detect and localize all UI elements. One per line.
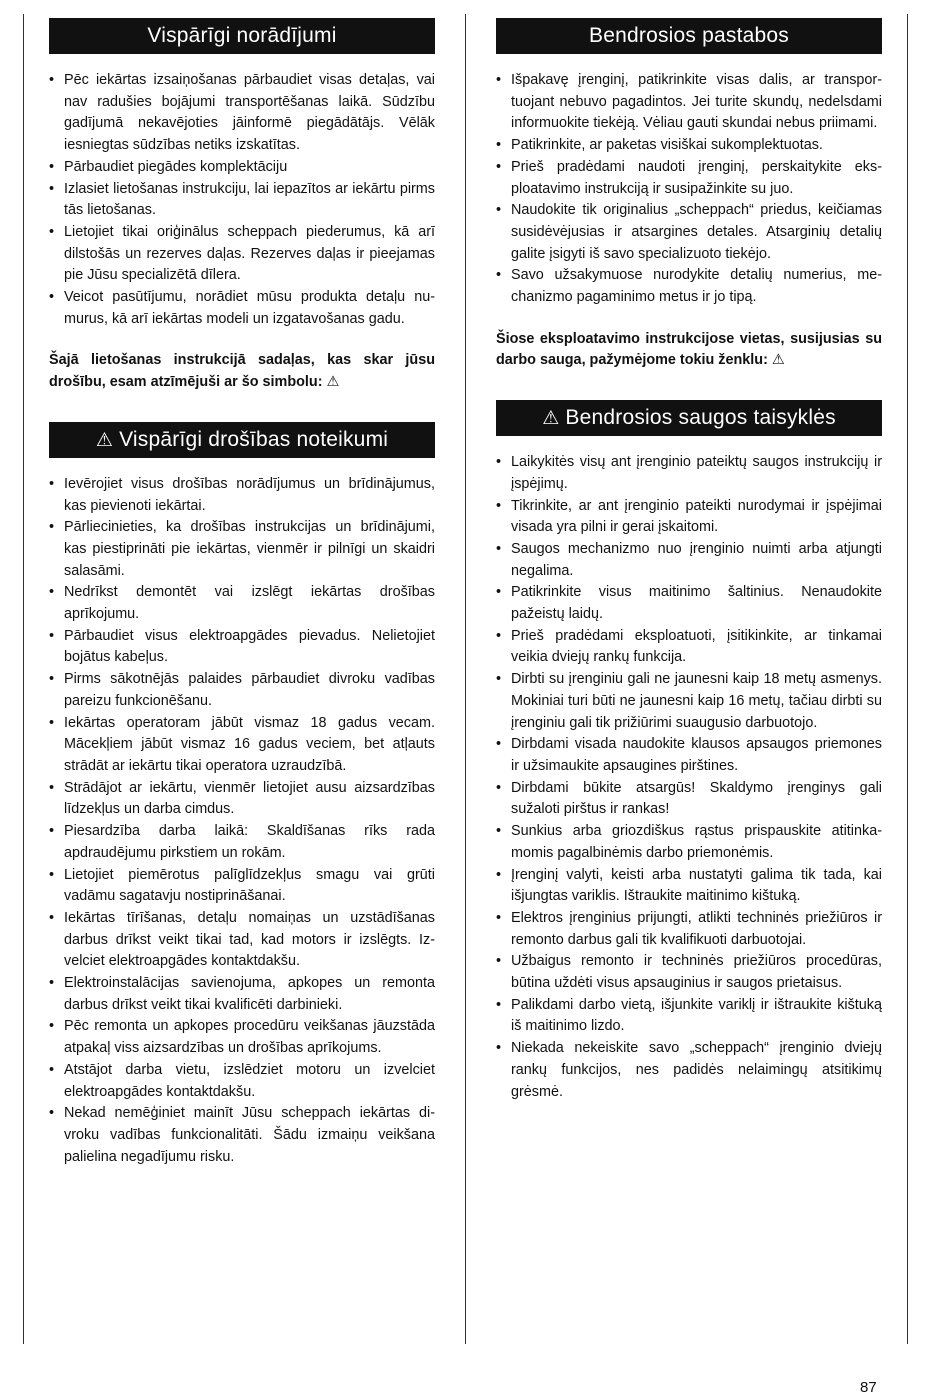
list-item: • Patikrinkite, ar paketas visiškai sukomplektuotas. [496, 135, 882, 157]
list-item: • Dirbti su įrenginiu gali ne jaunesni kaip 18 metų asmenys. Mokiniai turi būti ne jaunesni kaip 16 metų, tačiau dirbti su įrenginiu gali tik prižiūrimi suaugusio darbuotojo. [496, 669, 882, 734]
list-item: • Pārliecinieties, ka drošības instrukcijas un brīdinājumi, kas piestiprināti pie iekārtas, vienmēr ir pilnīgi un skaidri salasāmi. [49, 517, 435, 582]
general-notes-heading-text: Bendrosios pastabos [589, 24, 789, 47]
list-item: • Išpakavę įrenginį, patikrinkite visas dalis, ar transportuojant nebuvo pagadintos. Jei turite skundų, nedelsdami informuokite tiekėją. Vėliau gauti skundai nebus priimami. [496, 70, 882, 135]
list-item: • Strādājot ar iekārtu, vienmēr lietojiet ausu aizsardzības līdzekļus un darba cimdus. [49, 778, 435, 821]
list-item: • Pārbaudiet visus elektroapgādes pievadus. Nelietojiet bojātus kabeļus. [49, 626, 435, 669]
list-item: • Palikdami darbo vietą, išjunkite variklį ir ištraukite kištuką iš maitinimo lizdo. [496, 995, 882, 1038]
list-item: • Užbaigus remonto ir techninės priežiūros procedūras, būtina uždėti visus apsauginius ir saugos prietaisus. [496, 951, 882, 994]
list-item: • Laikykitės visų ant įrenginio pateiktų saugos instrukcijų ir įspėjimų. [496, 452, 882, 495]
general-safety-rules-list [496, 452, 882, 1103]
list-item: • Dirbdami būkite atsargūs! Skaldymo įrenginys gali sužaloti pirštus ir rankas! [496, 778, 882, 821]
list-item: • Savo užsakymuose nurodykite detalių numerius, mechanizmo pagaminimo metus ir jo tipą. [496, 265, 882, 308]
warning-triangle-icon: ⚠ [326, 374, 340, 391]
warning-triangle-icon: ⚠ [95, 429, 114, 451]
list-item: • Pārbaudiet piegādes komplektāciju [49, 157, 435, 179]
list-item: • Pēc iekārtas izsaiņošanas pārbaudiet visas detaļas, vai nav radušies bojājumi transportēšanas laikā. Sūdzību gadījumā nekavējoties jāinformē piegādātājs. Vēlāk iesniegtas sūdzības netiks izskatītas. [49, 70, 435, 157]
list-item: • Elektroinstalācijas savienojuma, apkopes un remonta darbus drīkst veikt tikai kvalificēti darbinieki. [49, 973, 435, 1016]
safety-symbol-note-text: Šiose eksploatavimo instrukcijose vietas, susijusias su darbo sauga, pažymėjome tokiu ženklu: [496, 330, 882, 369]
list-item: • Pēc remonta un apkopes procedūru veikšanas jāuzstāda atpakaļ viss aizsardzības un drošības aprīkojums. [49, 1016, 435, 1059]
lithuanian-column [496, 18, 882, 1103]
list-item: • Pirms sākotnējās palaides pārbaudiet divroku vadības pareizu funkcionēšanu. [49, 669, 435, 712]
list-item: • Atstājot darba vietu, izslēdziet motoru un izvelciet elektroapgādes kontaktdakšu. [49, 1060, 435, 1103]
center-column-rule [465, 14, 466, 1344]
list-item: • Iekārtas operatoram jābūt vismaz 18 gadus vecam. Mācekļiem jābūt vismaz 16 gadus veciem, bet atļauts strādāt ar iekārtu tikai operatora uzraudzībā. [49, 713, 435, 778]
general-safety-rules-heading [49, 422, 435, 458]
list-item: • Prieš pradėdami naudoti įrenginį, perskaitykite eksploatavimo instrukciją ir susipažinkite su juo. [496, 157, 882, 200]
safety-symbol-note [49, 350, 435, 393]
list-item: • Nedrīkst demontēt vai izslēgt iekārtas drošības aprīkojumu. [49, 582, 435, 625]
list-item: • Saugos mechanizmo nuo įrenginio nuimti arba atjungti negalima. [496, 539, 882, 582]
general-notes-heading [49, 18, 435, 54]
safety-symbol-note-text: Šajā lietošanas instrukcijā sadaļas, kas skar jūsu drošību, esam atzīmējuši ar šo simbolu: [49, 352, 435, 391]
general-safety-rules-heading-text: Vispārīgi drošības noteikumi [119, 427, 389, 451]
general-notes-list [49, 70, 435, 330]
warning-triangle-icon: ⚠ [542, 408, 560, 430]
list-item: • Įrenginį valyti, keisti arba nustatyti galima tik tada, kai išjungtas variklis. Ištraukite maitinimo kištuką. [496, 865, 882, 908]
general-notes-heading [496, 18, 882, 54]
list-item: • Patikrinkite visus maitinimo šaltinius. Nenaudokite pažeistų laidų. [496, 582, 882, 625]
general-safety-rules-list [49, 474, 435, 1169]
latvian-column [49, 18, 435, 1168]
general-safety-rules-heading [496, 400, 882, 436]
list-item: • Iekārtas tīrīšanas, detaļu nomaiņas un uzstādīšanas darbus drīkst veikt tikai tad, kad motors ir izslēgts. Izvelciet elektroapgādes kontaktdakšu. [49, 908, 435, 973]
list-item: • Veicot pasūtījumu, norādiet mūsu produkta detaļu numurus, kā arī iekārtas modeli un izgatavošanas gadu. [49, 287, 435, 330]
list-item: • Tikrinkite, ar ant įrenginio pateikti nurodymai ir įspėjimai visada yra pilni ir gerai įskaitomi. [496, 496, 882, 539]
list-item: • Nekad nemēģiniet mainīt Jūsu scheppach iekārtas divroku vadības funkcionalitāti. Šādu izmaiņu veikšana palielina negadījumu risku. [49, 1103, 435, 1168]
general-notes-list [496, 70, 882, 309]
safety-symbol-note [496, 329, 882, 372]
list-item: • Dirbdami visada naudokite klausos apsaugos priemones ir užsimaukite apsaugines pirštines. [496, 734, 882, 777]
right-margin-rule [907, 14, 908, 1344]
page-number: 87 [860, 1379, 877, 1396]
general-notes-heading-text: Vispārīgi norādījumi [147, 24, 337, 47]
warning-triangle-icon: ⚠ [771, 352, 785, 369]
general-safety-rules-heading-text: Bendrosios saugos taisyklės [565, 406, 836, 430]
left-margin-rule [23, 14, 24, 1344]
list-item: • Lietojiet piemērotus palīglīdzekļus smagu vai grūti vadāmu sagatavju nostiprināšanai. [49, 865, 435, 908]
list-item: • Prieš pradėdami eksploatuoti, įsitikinkite, ar tinkamai veikia dviejų rankų funkcija. [496, 626, 882, 669]
list-item: • Piesardzība darba laikā: Skaldīšanas rīks rada apdraudējumu pirkstiem un rokām. [49, 821, 435, 864]
list-item: • Elektros įrenginius prijungti, atlikti techninės priežiūros ir remonto darbus gali tik kvalifikuoti darbuotojai. [496, 908, 882, 951]
list-item: • Lietojiet tikai oriģinālus scheppach piederumus, kā arī dilstošās un rezerves daļas. Rezerves daļas ir pieejamas pie Jūsu specializētā dīlera. [49, 222, 435, 287]
list-item: • Izlasiet lietošanas instrukciju, lai iepazītos ar iekārtu pirms tās lietošanas. [49, 179, 435, 222]
list-item: • Ievērojiet visus drošības norādījumus un brīdinājumus, kas pievienoti iekārtai. [49, 474, 435, 517]
list-item: • Sunkius arba griozdiškus rąstus prispauskite atitinkamomis pagalbinėmis darbo priemonėmis. [496, 821, 882, 864]
list-item: • Naudokite tik originalius „scheppach“ priedus, keičiamas susidėvėjusias ir atsargines detales. Atsarginių detalių galite įsigyti iš savo specializuoto tiekėjo. [496, 200, 882, 265]
list-item: • Niekada nekeiskite savo „scheppach“ įrenginio dviejų rankų funkcijos, nes padidės nelaimingų atsitikimų grėsmė. [496, 1038, 882, 1103]
